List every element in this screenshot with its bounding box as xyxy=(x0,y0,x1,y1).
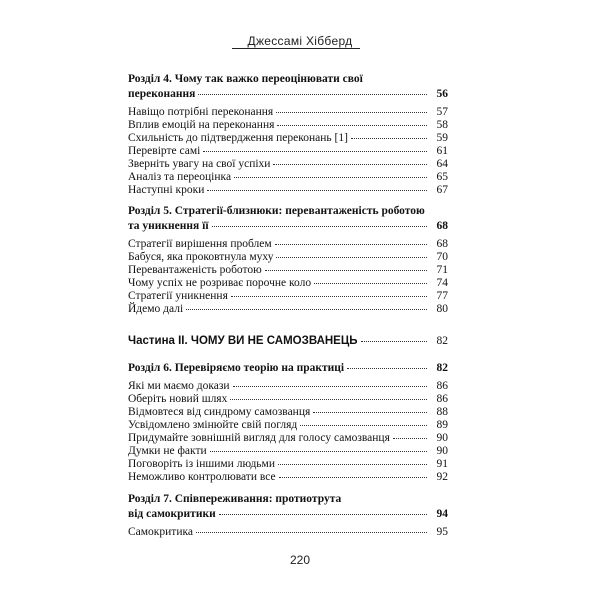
dot-leader xyxy=(347,358,427,369)
dot-leader xyxy=(313,402,427,413)
page-number: 220 xyxy=(289,553,311,567)
toc-item[interactable] xyxy=(128,301,448,316)
toc-item-label: Стратегії вирішення проблем xyxy=(128,238,272,250)
toc-item-page: 91 xyxy=(436,458,448,470)
toc-item-page: 58 xyxy=(436,119,448,131)
chapter-6-page: 82 xyxy=(436,362,448,374)
dot-leader xyxy=(186,299,427,310)
chapter-7-title-line2: від самокритики xyxy=(128,508,216,520)
chapter-6-entry[interactable] xyxy=(128,360,448,375)
toc-item-page: 86 xyxy=(436,393,448,405)
toc-item-label: Чому успіх не розриває порочне коло xyxy=(128,277,312,289)
toc-item[interactable] xyxy=(128,524,448,539)
toc-item-label: Стратегії уникнення xyxy=(128,290,228,302)
dot-leader xyxy=(276,102,427,113)
toc-item-label: Оберіть новий шлях xyxy=(128,393,228,405)
toc-item-page: 59 xyxy=(436,132,448,144)
toc-item-label: Схильність до підтвердження переконань [1] xyxy=(128,132,348,144)
toc-item-label: Придумайте зовнішній вигляд для голосу самозванця xyxy=(128,432,390,444)
part-2-page: 82 xyxy=(436,335,448,347)
toc-item-label: Вплив емоцій на переконання xyxy=(128,119,275,131)
toc-item-label: Бабуся, яка проковтнула муху xyxy=(128,251,274,263)
dot-leader xyxy=(231,286,427,297)
toc-item-page: 90 xyxy=(436,445,448,457)
dot-leader xyxy=(275,234,427,245)
toc-item-page: 67 xyxy=(436,184,448,196)
dot-leader xyxy=(233,376,427,387)
chapter-5-title-line1: Розділ 5. Стратегії-близнюки: перевантаженість роботою xyxy=(128,205,425,217)
toc-item-page: 65 xyxy=(436,171,448,183)
toc-item-page: 90 xyxy=(436,432,448,444)
chapter-4-page: 56 xyxy=(436,88,448,100)
toc-item-page: 95 xyxy=(436,526,448,538)
part-2-entry[interactable] xyxy=(128,333,448,348)
dot-leader xyxy=(278,454,427,465)
dot-leader xyxy=(279,467,427,478)
toc-item-label: Самокритика xyxy=(128,526,193,538)
chapter-7-entry[interactable] xyxy=(128,506,448,521)
toc-item[interactable] xyxy=(128,469,448,484)
chapter-7-page: 94 xyxy=(436,508,448,520)
toc-item-page: 64 xyxy=(436,158,448,170)
toc-item-label: Аналіз та переоцінка xyxy=(128,171,232,183)
toc-item-page: 57 xyxy=(436,106,448,118)
dot-leader xyxy=(212,216,427,227)
dot-leader xyxy=(300,415,427,426)
toc-item-page: 92 xyxy=(436,471,448,483)
toc-item-label: Наступні кроки xyxy=(128,184,205,196)
chapter-4-title-line2: переконання xyxy=(128,88,196,100)
toc-item-page: 61 xyxy=(436,145,448,157)
dot-leader xyxy=(210,441,427,452)
dot-leader xyxy=(393,428,427,439)
dot-leader xyxy=(203,141,427,152)
toc-item-label: Які ми маємо докази xyxy=(128,380,230,392)
dot-leader xyxy=(219,504,427,515)
chapter-6-title: Розділ 6. Перевіряємо теорію на практиці xyxy=(128,362,345,374)
dot-leader xyxy=(198,84,427,95)
toc-item-page: 71 xyxy=(436,264,448,276)
chapter-5-page: 68 xyxy=(436,220,448,232)
dot-leader xyxy=(230,389,427,400)
toc-item-label: Відмовтеся від синдрому самозванця xyxy=(128,406,311,418)
toc-item-label: Поговоріть із іншими людьми xyxy=(128,458,275,470)
toc-item-label: Навіщо потрібні переконання xyxy=(128,106,274,118)
toc-item-label: Зверніть увагу на свої успіхи xyxy=(128,158,271,170)
dot-leader xyxy=(351,128,427,139)
dot-leader xyxy=(314,273,427,284)
toc-item-page: 88 xyxy=(436,406,448,418)
dot-leader xyxy=(196,522,427,533)
toc-item-label: Усвідомлено змінюйте свій погляд xyxy=(128,419,298,431)
toc-item-label: Йдемо далі xyxy=(128,303,184,315)
toc-item-page: 70 xyxy=(436,251,448,263)
toc-item-label: Перевірте самі xyxy=(128,145,201,157)
chapter-5-title-line2: та уникнення її xyxy=(128,220,209,232)
toc-item-page: 89 xyxy=(436,419,448,431)
toc-item[interactable] xyxy=(128,182,448,197)
chapter-7-title-line1: Розділ 7. Співпереживання: протиотрута xyxy=(128,493,342,505)
table-of-contents xyxy=(128,0,448,600)
dot-leader xyxy=(276,247,427,258)
part-2-title: Частина II. ЧОМУ ВИ НЕ САМОЗВАНЕЦЬ xyxy=(128,335,358,347)
toc-item-page: 80 xyxy=(436,303,448,315)
chapter-4-title-line1: Розділ 4. Чому так важко переоцінювати свої xyxy=(128,73,363,85)
toc-item-page: 68 xyxy=(436,238,448,250)
chapter-4-entry[interactable] xyxy=(128,86,448,101)
toc-item-label: Неможливо контролювати все xyxy=(128,471,276,483)
toc-item-label: Думки не факти xyxy=(128,445,207,457)
dot-leader xyxy=(273,154,427,165)
toc-item-label: Перевантаженість роботою xyxy=(128,264,262,276)
running-title: Джессамі Хібберд xyxy=(247,34,353,48)
toc-item-page: 86 xyxy=(436,380,448,392)
dot-leader xyxy=(207,180,427,191)
dot-leader xyxy=(277,115,427,126)
dot-leader xyxy=(361,331,427,342)
toc-item-page: 77 xyxy=(436,290,448,302)
toc-item-page: 74 xyxy=(436,277,448,289)
dot-leader xyxy=(265,260,427,271)
dot-leader xyxy=(234,167,427,178)
chapter-5-entry[interactable] xyxy=(128,218,448,233)
